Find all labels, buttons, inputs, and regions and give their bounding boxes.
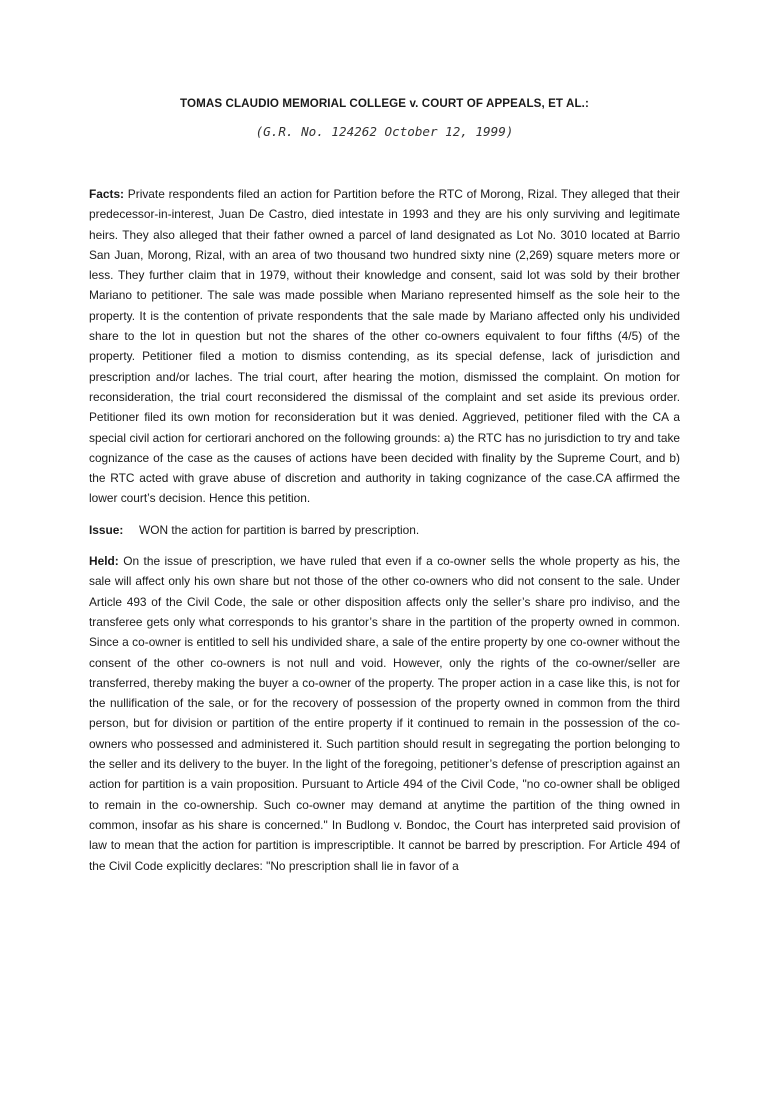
issue-paragraph [89,520,680,540]
held-label: Held: [89,554,119,569]
facts-label: Facts: [89,187,125,201]
facts-paragraph [89,184,680,509]
facts-text: Private respondents filed an action for Partition before the RTC of Morong, Rizal. They alleged that their predecessor-in-interest, Juan De Castro, died intestate in 1993 and they are his only surviving and legitimate heirs. They also alleged that their father owned a parcel of land designated as Lot No. 3010 located at Barrio San Juan, Morong, Rizal, with an area of two thousand two hundred sixty nine (2,269) square meters more or less. They further claim that in 1979, without their knowledge and consent, said lot was sold by their brother Mariano to petitioner. The sale was made possible when Mariano represented himself as the sole heir to the property. It is the contention of private respondents that the sale made by Mariano affected only his undivided share to the lot in question but not the shares of the other co-owners equivalent to four fifths (4/5) of the property. Petitioner filed a motion to dismiss contending, as its special defense, lack of jurisdiction and prescription and/or laches. The trial court, after hearing the motion, dismissed the complaint. On motion for reconsideration, the trial court reconsidered the dismissal of the complaint and set aside its previous order. Petitioner filed its own motion for reconsideration but it was denied. Aggrieved, petitioner filed with the CA a special civil action for certiorari anchored on the following grounds: a) the RTC has no jurisdiction to try and take cognizance of the case as the causes of actions have been decided with finality by the Supreme Court, and b) the RTC acted with grave abuse of discretion and authority in taking cognizance of the case.CA affirmed the lower court’s decision. Hence this petition. [89,187,680,506]
issue-text: WON the action for partition is barred by prescription. [139,522,420,537]
case-title: TOMAS CLAUDIO MEMORIAL COLLEGE v. COURT OF APPEALS, ET AL.: [180,97,589,110]
held-paragraph [89,551,680,876]
document-page [0,96,768,1120]
issue-label: Issue: [89,522,124,537]
case-citation: (G.R. No. 124262 October 12, 1999) [255,124,514,139]
held-text: On the issue of prescription, we have ruled that even if a co-owner sells the whole property as his, the sale will affect only his own share but not those of the other co-owners who did not consent to the sale. Under Article 493 of the Civil Code, the sale or other disposition affects only the seller’s share pro indiviso, and the transferee gets only what corresponds to his grantor’s share in the partition of the property owned in common. Since a co-owner is entitled to sell his undivided share, a sale of the entire property by one co-owner without the consent of the other co-owners is not null and void. However, only the rights of the co-owner/seller are transferred, thereby making the buyer a co-owner of the property. The proper action in a case like this, is not for the nullification of the sale, or for the recovery of possession of the property owned in common from the third person, but for division or partition of the entire property if it continued to remain in the possession of the co-owners who possessed and administered it. Such partition should result in segregating the portion belonging to the seller and its delivery to the buyer. In the light of the foregoing, petitioner’s defense of prescription against an action for partition is a vain proposition. Pursuant to Article 494 of the Civil Code, "no co-owner shall be obliged to remain in the co-ownership. Such co-owner may demand at anytime the partition of the thing owned in common, insofar as his share is concerned." In Budlong v. Bondoc, the Court has interpreted said provision of law to mean that the action for partition is imprescriptible. It cannot be barred by prescription. For Article 494 of the Civil Code explicitly declares: "No prescription shall lie in favor of a [89,554,680,873]
